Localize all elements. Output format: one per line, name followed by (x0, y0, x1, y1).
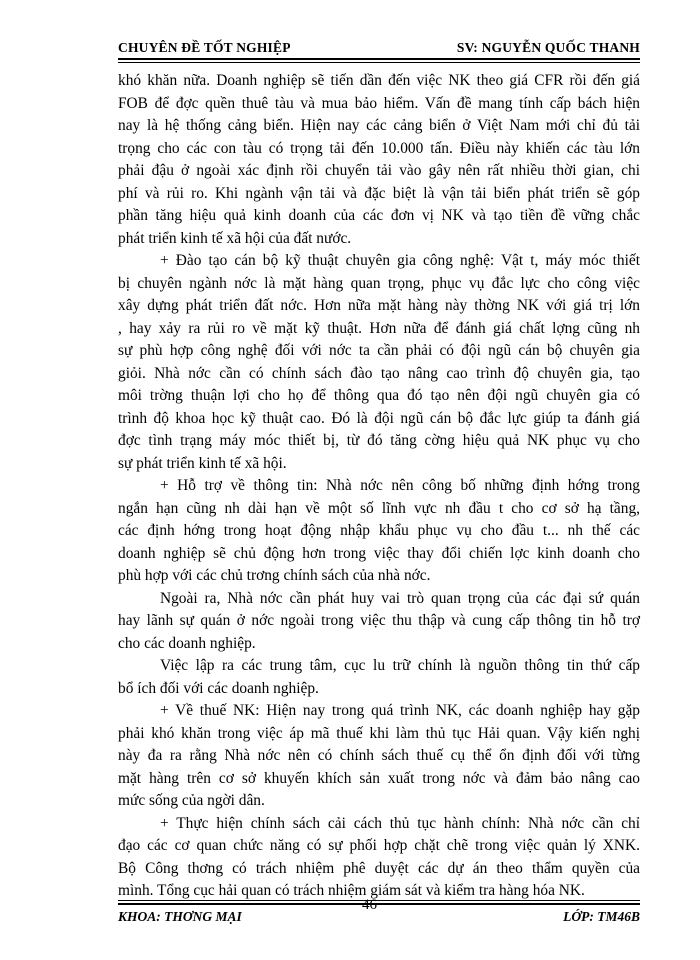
text-line (118, 835, 640, 858)
text-line (118, 160, 640, 183)
line-text: này đa ra rằng Nhà nớc nên có chính sách thuế cụ thể ổn định đối với từng (118, 747, 640, 764)
text-line (118, 723, 640, 746)
paragraph (118, 655, 640, 700)
paragraph (118, 70, 640, 250)
line-text: bị chuyên ngành nớc là mặt hàng quan trọng, phục vụ đắc lực cho công việc (118, 274, 640, 292)
footer-rule-thin (118, 900, 640, 901)
line-text: + Thực hiện chính sách cải cách thủ tục hành chính: Nhà nớc cần chỉ (160, 814, 640, 832)
line-text: cho các doanh nghiệp. (118, 634, 256, 652)
text-line (118, 655, 640, 678)
line-text: doanh nghiệp sẽ chủ động hơn trong việc thay đổi chiến lợc kinh doanh cho (118, 544, 640, 562)
text-line (118, 565, 640, 588)
text-line (118, 228, 640, 251)
text-line (118, 205, 640, 228)
line-text: phí và rủi ro. Khi ngành vận tải và đặc biệt là vận tải biển phát triển sẽ góp (118, 184, 640, 202)
line-text: , hay xảy ra rủi ro về mặt kỹ thuật. Hơn nữa để đánh giá chất lợng cũng nh (118, 319, 640, 337)
line-text: phải đậu ở ngoài xác định rồi chuyển tải vào gây nên rất nhiều thời gian, chi (118, 162, 640, 179)
paragraph (118, 588, 640, 656)
line-text: phát triển kinh tế xã hội của đất nước. (118, 229, 352, 247)
footer-class: LỚP: TM46B (563, 909, 640, 924)
header-rule (118, 58, 640, 60)
text-line (118, 700, 640, 723)
line-text: phần tăng hiệu quả kinh doanh của các đơn vị NK và tạo tiền đề vững chắc (118, 207, 640, 224)
text-line (118, 543, 640, 566)
paragraph (118, 700, 640, 813)
line-text: khó khăn nữa. Doanh nghiệp sẽ tiến dần đến việc NK theo giá CFR rồi đến giá (118, 72, 640, 89)
body-text (118, 70, 640, 903)
line-text: + Hỗ trợ về thông tin: Nhà nớc nên công bố những định hớng trong (160, 477, 640, 494)
text-line (118, 588, 640, 611)
line-text: nay là hệ thống cảng biển. Hiện nay các cảng biển ở Việt Nam mới chỉ đủ tải (118, 117, 640, 134)
line-text: Việc lập ra các trung tâm, cục lu trữ chính là nguồn thông tin thứ cấp (160, 657, 640, 674)
text-line (118, 250, 640, 273)
paragraph (118, 475, 640, 588)
text-line (118, 115, 640, 138)
line-text: trọng cho các con tàu có trọng tải đến 10.000 tấn. Điều này khiến các tàu lớn (118, 139, 640, 157)
line-text: trình độ khoa học kỹ thuật cao. Đó là đội ngũ cán bộ đắc lực giúp ta đánh giá (118, 409, 640, 427)
text-line (118, 363, 640, 386)
page-number: 46 (362, 897, 377, 913)
line-text: mặt hàng trên cơ sở khuyến khích sản xuất trong nớc và đảm bảo nâng cao (118, 769, 640, 787)
text-line (118, 295, 640, 318)
text-line (118, 385, 640, 408)
text-line (118, 475, 640, 498)
line-text: Ngoài ra, Nhà nớc cần phát huy vai trò quan trọng của các đại sứ quán (160, 589, 640, 607)
footer-faculty: KHOA: THƠNG MẠI (118, 909, 242, 924)
header-author: SV: NGUYỄN QUỐC THANH (456, 40, 640, 55)
text-line (118, 858, 640, 881)
text-line (118, 93, 640, 116)
text-line (118, 768, 640, 791)
page-header (118, 38, 640, 60)
header-rule-thin (118, 62, 640, 63)
line-text: đợc tình trạng máy móc thiết bị, từ đó tăng cờng hiệu quả NK phục vụ cho (118, 432, 640, 449)
line-text: môi trờng thuận lợi cho họ để thông qua đó tạo nên đội ngũ chuyên gia có (118, 387, 640, 404)
line-text: hay lãnh sự quán ở nớc ngoài trong việc thu thập và cung cấp thông tin hỗ trợ (118, 612, 640, 629)
text-line (118, 678, 640, 701)
line-text: Bộ Công thơng có trách nhiệm phê duyệt các dự án theo thẩm quyền của (118, 859, 640, 877)
line-text: mức sống của ngời dân. (118, 792, 265, 809)
text-line (118, 70, 640, 93)
paragraph (118, 813, 640, 903)
line-text: + Đào tạo cán bộ kỹ thuật chuyên gia công nghệ: Vật t, máy móc thiết (160, 252, 640, 269)
text-line (118, 430, 640, 453)
line-text: sự phát triển kinh tế xã hội. (118, 454, 287, 472)
text-line (118, 453, 640, 476)
line-text: ngắn hạn cũng nh dài hạn về một số lĩnh vực nh đầu t cho cơ sở hạ tầng, (118, 499, 640, 517)
text-line (118, 813, 640, 836)
text-line (118, 318, 640, 341)
text-line (118, 183, 640, 206)
text-line (118, 138, 640, 161)
line-text: đạo các cơ quan chức năng có sự phối hợp chặt chẽ trong việc quản lý XNK. (118, 837, 640, 854)
paragraph (118, 250, 640, 475)
line-text: xây dựng phát triển đất nớc. Hơn nữa mặt hàng này thờng NK với giá trị lớn (118, 297, 640, 314)
text-line (118, 273, 640, 296)
page-footer (118, 897, 640, 940)
text-line (118, 610, 640, 633)
line-text: các định hớng trong hoạt động nhập khẩu phục vụ cho đầu t... nh thế các (118, 522, 640, 539)
header-title: CHUYÊN ĐỀ TỐT NGHIỆP (118, 40, 291, 55)
line-text: FOB để đợc quền thuê tàu và mua bảo hiểm. Vấn đề mang tính cấp bách hiện (118, 94, 640, 112)
line-text: giỏi. Nhà nớc cần có chính sách đào tạo nâng cao trình độ chuyên gia, tạo (118, 364, 640, 382)
line-text: sự phù hợp công nghệ đối với nớc ta cần phải có đội ngũ cán bộ chuyên gia (118, 342, 640, 359)
text-line (118, 340, 640, 363)
text-line (118, 408, 640, 431)
footer-rule (118, 903, 640, 905)
line-text: bổ ích đối với các doanh nghiệp. (118, 679, 319, 697)
text-line (118, 745, 640, 768)
line-text: phải khó khăn trong việc áp mã thuế khi làm thủ tục Hải quan. Vậy kiến nghị (118, 724, 640, 742)
text-line (118, 520, 640, 543)
line-text: phù hợp với các chủ trơng chính sách của nhà nớc. (118, 567, 431, 584)
text-line (118, 498, 640, 521)
text-line (118, 633, 640, 656)
line-text: + Về thuế NK: Hiện nay trong quá trình NK, các doanh nghiệp hay gặp (160, 702, 640, 719)
text-line (118, 790, 640, 813)
line-text: mình. Tổng cục hải quan có trách nhiệm giám sát và kiểm tra hàng hóa NK. (118, 882, 585, 899)
